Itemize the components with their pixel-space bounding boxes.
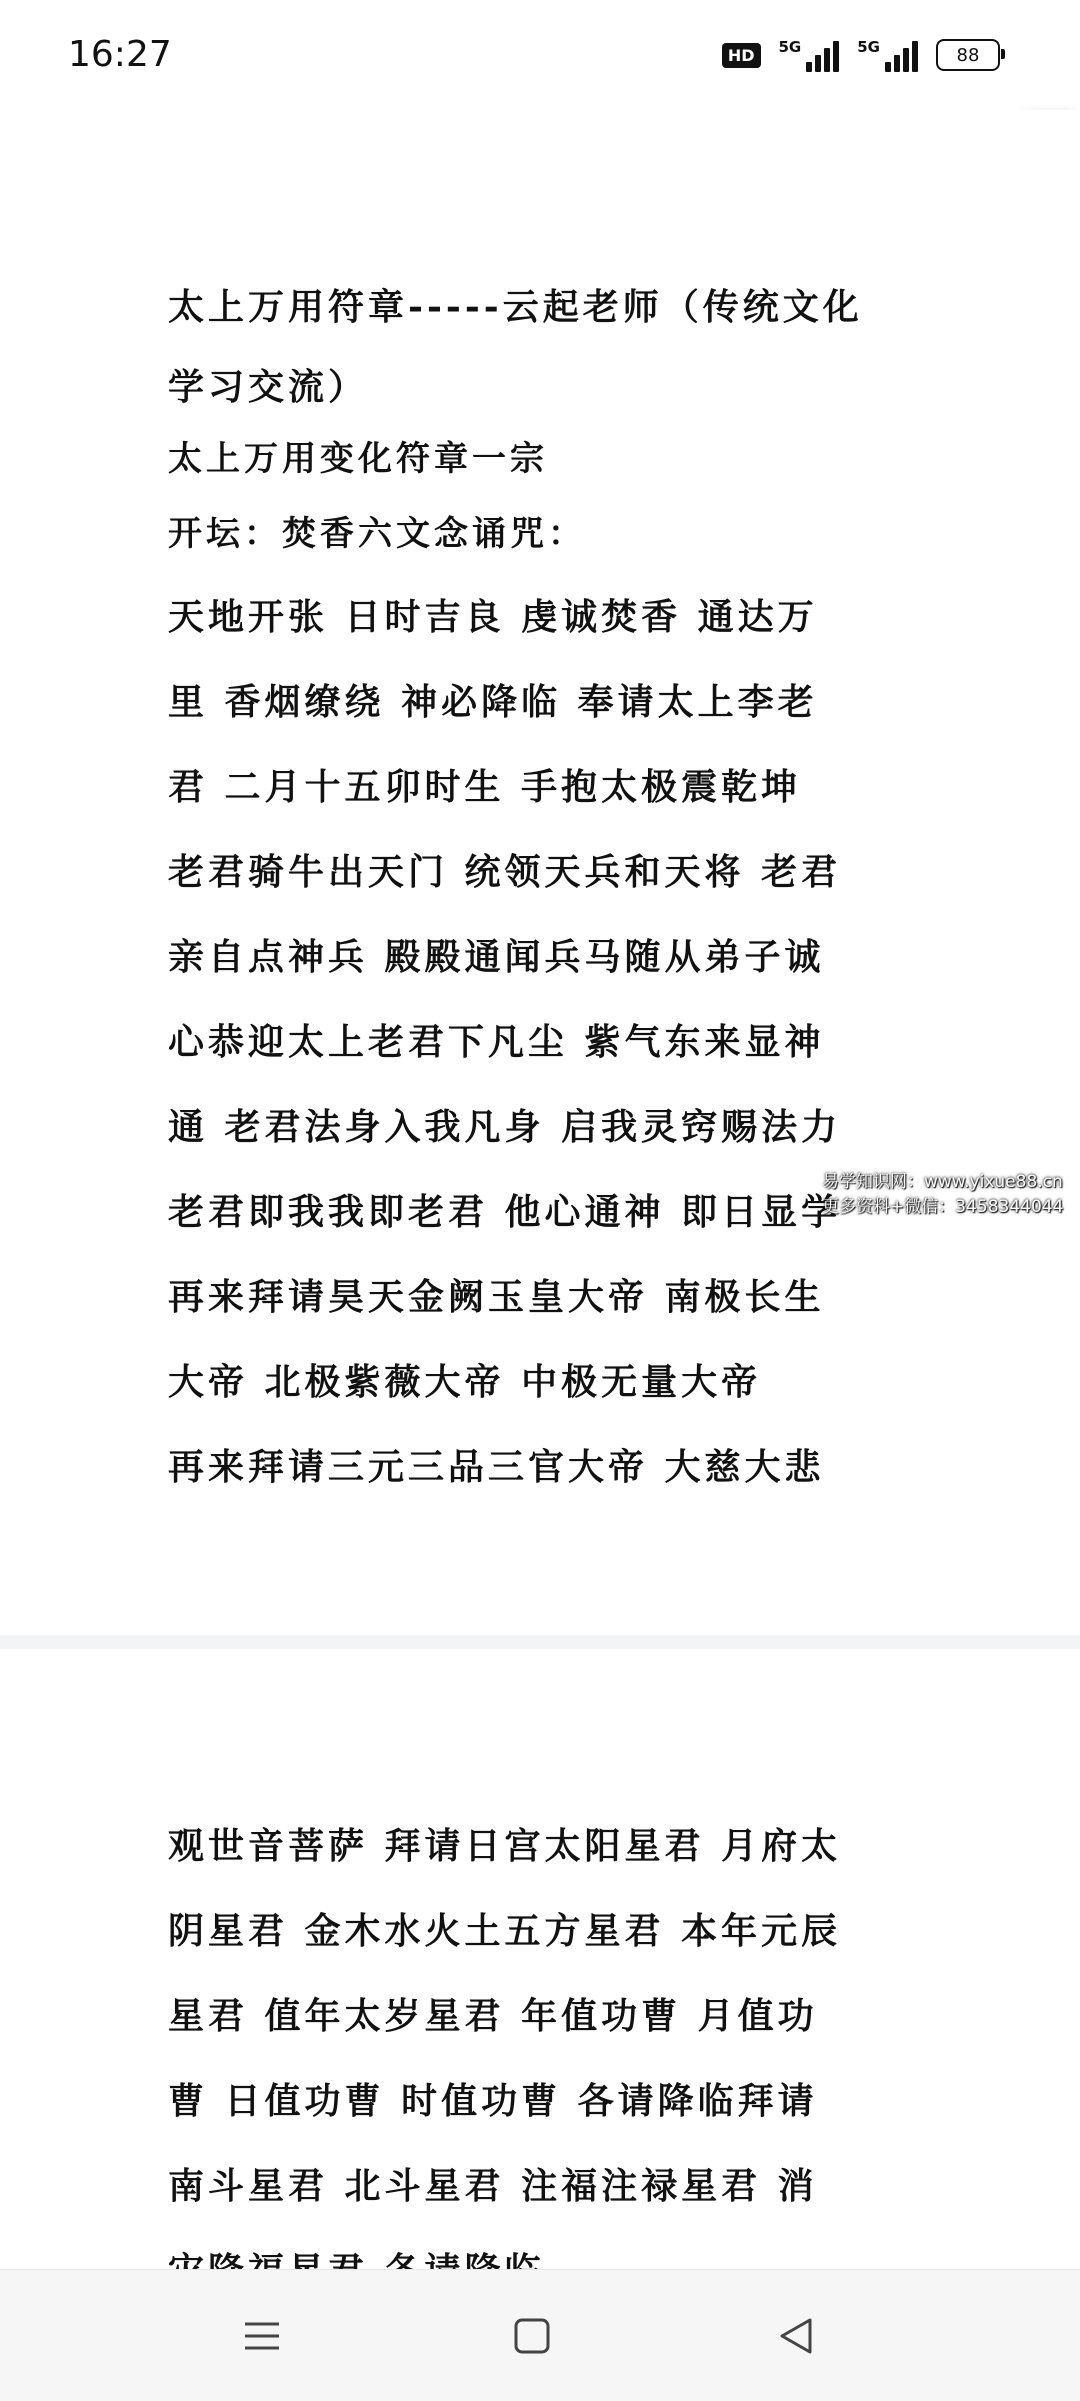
hd-voice-badge: HD — [722, 43, 761, 68]
body-line: 星君 值年太岁星君 年值功曹 月值功 — [168, 1995, 818, 2037]
page-1-text — [168, 265, 928, 1510]
body-line: 通 老君法身入我凡身 启我灵窍赐法力 — [168, 1106, 842, 1148]
status-bar — [0, 0, 1080, 110]
system-nav-bar — [0, 2269, 1080, 2401]
body-line: 曹 日值功曹 时值功曹 各请降临拜请 — [168, 2080, 818, 2122]
signal-strength-icon — [779, 38, 840, 72]
status-time: 16:27 — [68, 34, 172, 75]
body-line: 里 香烟缭绕 神必降临 奉请太上李老 — [168, 681, 818, 723]
body-line: 再来拜请三元三品三官大帝 大慈大悲 — [168, 1446, 825, 1488]
page-2-text — [168, 1804, 928, 2314]
body-line: 心恭迎太上老君下凡尘 紫气东来显神 — [168, 1021, 825, 1063]
page-divider — [0, 1635, 1080, 1649]
document-title-line: 学习交流） — [168, 366, 369, 408]
document-page-2 — [0, 1649, 1080, 2269]
document-subtitle: 太上万用变化符章一宗 — [168, 439, 548, 479]
status-icons — [722, 38, 1000, 72]
home-icon — [512, 2316, 552, 2356]
recent-apps-icon — [242, 2316, 282, 2356]
document-intro: 开坛：焚香六文念诵咒： — [168, 514, 586, 554]
network-type-label: 5G — [778, 38, 802, 56]
body-line: 老君即我我即老君 他心通神 即日显学 — [168, 1191, 842, 1233]
home-button[interactable] — [502, 2306, 562, 2366]
recent-apps-button[interactable] — [232, 2306, 292, 2366]
body-line: 天地开张 日时吉良 虔诚焚香 通达万 — [168, 596, 818, 638]
body-line: 观世音菩萨 拜请日宫太阳星君 月府太 — [168, 1825, 842, 1867]
body-line: 亲自点神兵 殿殿通闻兵马随从弟子诚 — [168, 936, 825, 978]
network-type-label: 5G — [857, 38, 880, 56]
body-line: 再来拜请昊天金阙玉皇大帝 南极长生 — [168, 1276, 825, 1318]
body-line: 老君骑牛出天门 统领天兵和天将 老君 — [168, 851, 842, 893]
battery-icon — [936, 39, 1000, 71]
signal-strength-icon — [857, 38, 918, 72]
battery-level: 88 — [956, 44, 980, 66]
body-line: 君 二月十五卯时生 手抱太极震乾坤 — [168, 766, 802, 808]
document-title-line: 太上万用符章-----云起老师（传统文化 — [168, 286, 863, 328]
body-line: 大帝 北极紫薇大帝 中极无量大帝 — [168, 1361, 762, 1403]
body-line: 南斗星君 北斗星君 注福注禄星君 消 — [168, 2165, 818, 2207]
document-page-1 — [0, 110, 1080, 1635]
watermark — [822, 1170, 1063, 1220]
back-icon — [776, 2316, 816, 2356]
watermark-line: 更多资料+微信：3458344044 — [822, 1197, 1064, 1217]
body-line: 阴星君 金木水火土五方星君 本年元辰 — [168, 1910, 842, 1952]
back-button[interactable] — [766, 2306, 826, 2366]
watermark-line: 易学知识网：www.yixue88.cn — [822, 1172, 1063, 1192]
